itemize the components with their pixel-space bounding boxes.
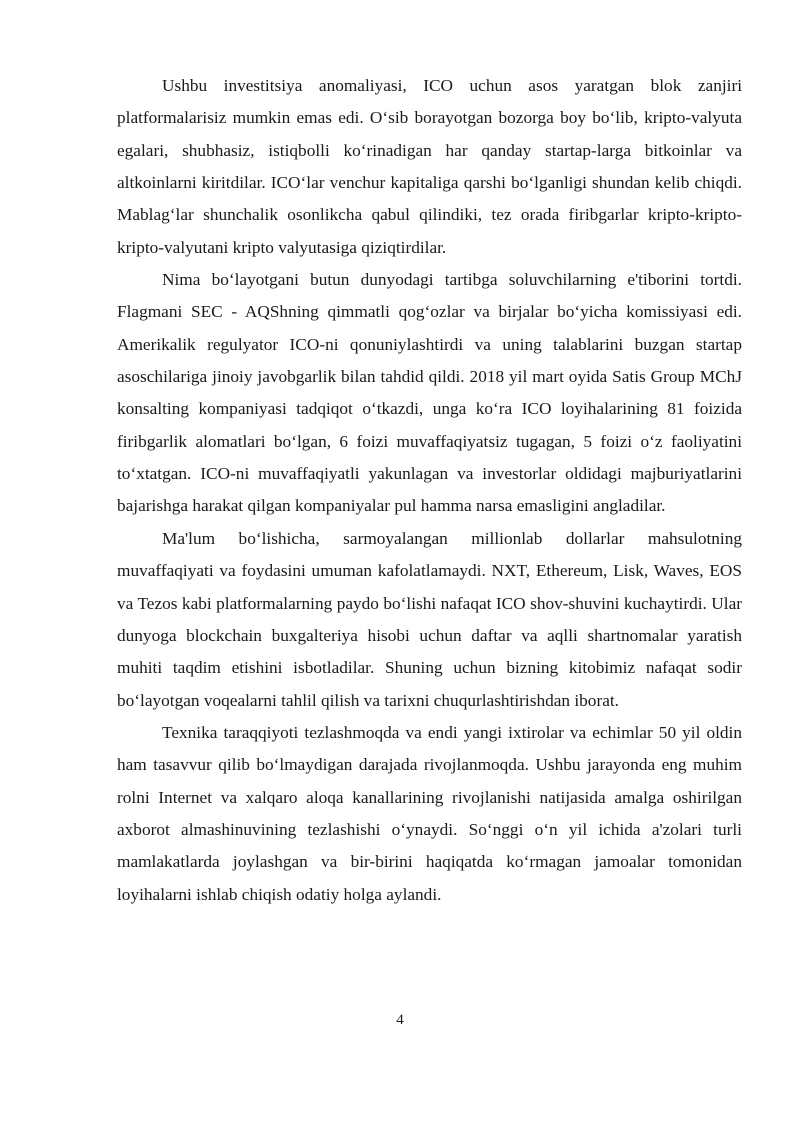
paragraph-1: Ushbu investitsiya anomaliyasi, ICO uchun asos yaratgan blok zanjiri platformalarisiz mumkin emas edi. O‘sib borayotgan bozorga boy bo‘lib, kripto-valyuta egalari, shubhasiz, istiqbolli ko‘rinadigan har qanday startap-larga bitkoinlar va altkoinlarni kiritdilar. ICO‘lar venchur kapitaliga qarshi bo‘lganligi shundan kelib chiqdi. Mablag‘lar shunchalik osonlikcha qabul qilindiki, tez orada firibgarlar kripto-kripto-kripto-valyutani kripto valyutasiga qiziqtirdilar. (117, 76, 742, 257)
paragraph-3: Ma'lum bo‘lishicha, sarmoyalangan millionlab dollarlar mahsulotning muvaffaqiyati va foydasini umuman kafolatlamaydi. NXT, Ethereum, Lisk, Waves, EOS va Tezos kabi platformalarning paydo bo‘lishi nafaqat ICO shov-shuvini kuchaytirdi. Ular dunyoga blockchain buxgalteriya hisobi uchun daftar va aqlli shartnomalar yaratish muhiti taqdim etishini isbotladilar. Shuning uchun bizning kitobimiz nafaqat sodir bo‘layotgan voqealarni tahlil qilish va tarixni chuqurlashtirishdan iborat. (117, 528, 742, 710)
paragraph-2: Nima bo‘layotgani butun dunyodagi tartibga soluvchilarning e'tiborini tortdi. Flagmani SEC - AQShning qimmatli qog‘ozlar va birjalar bo‘yicha komissiyasi edi. Amerikalik regulyator ICO-ni qonuniylashtirdi va uning talablarini buzgan startap asoschilariga jinoiy javobgarlik bilan tahdid qildi. 2018 yil mart oyida Satis Group MChJ konsalting kompaniyasi tadqiqot o‘tkazdi, unga ko‘ra ICO loyihalarining 81 foizida firibgarlik alomatlari bo‘lgan, 6 foizi muvaffaqiyatsiz tugagan, 5 foizi o‘z faoliyatini to‘xtatgan. ICO-ni muvaffaqiyatli yakunlagan va investorlar oldidagi majburiyatlarini bajarishga harakat qilgan kompaniyalar pul hamma narsa emasligini angladilar. (117, 270, 742, 516)
body-text (117, 70, 742, 911)
page-number: 4 (396, 1012, 404, 1028)
paragraph-4: Texnika taraqqiyoti tezlashmoqda va endi yangi ixtirolar va echimlar 50 yil oldin ham tasavvur qilib bo‘lmaydigan darajada rivojlanmoqda. Ushbu jarayonda eng muhim rolni Internet va xalqaro aloqa kanallarining rivojlanishi natijasida amalga oshirilgan axborot almashinuvining tezlashishi o‘ynaydi. So‘nggi o‘n yil ichida a'zolari turli mamlakatlarda joylashgan va bir-birini haqiqatda ko‘rmagan jamoalar tomonidan loyihalarni ishlab chiqish odatiy holga aylandi. (117, 722, 742, 904)
